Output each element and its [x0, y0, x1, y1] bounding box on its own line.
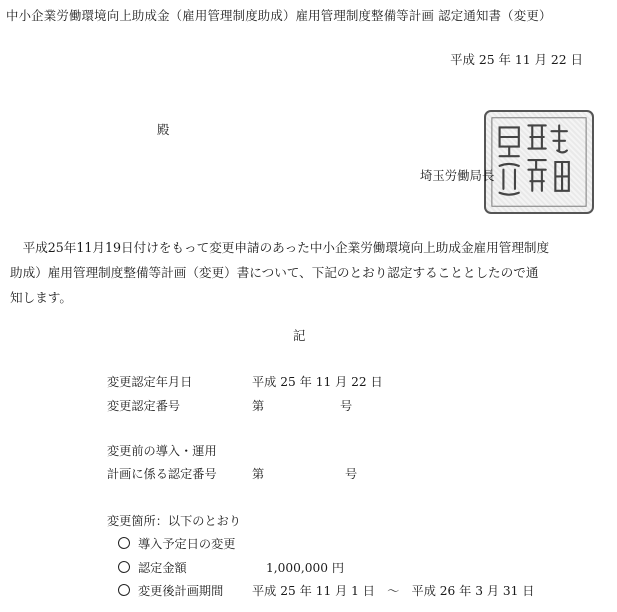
- change-item: [118, 559, 187, 576]
- prev-number-go: 号: [345, 467, 358, 481]
- change-item: [118, 582, 223, 599]
- change-date-label: 変更認定年月日: [107, 375, 193, 389]
- change-item-value: 平成 25 年 11 月 1 日 ～ 平成 26 年 3 月 31 日: [252, 584, 535, 598]
- changes-heading: 変更箇所：以下のとおり: [107, 514, 242, 528]
- change-item-label: 変更後計画期間: [138, 584, 224, 598]
- circle-bullet-icon: [118, 584, 130, 596]
- addressee-suffix: 殿: [157, 122, 170, 137]
- change-item-value: 1,000,000 円: [266, 561, 345, 575]
- change-number-label: 変更認定番号: [107, 399, 181, 413]
- change-number-go: 号: [340, 399, 353, 413]
- official-seal: [484, 110, 594, 214]
- notice-paragraph: 平成25年11月19日付けをもって変更申請のあった中小企業労働環境向上助成金雇用管理制度助成）雇用管理制度整備等計画（変更）書について、下記のとおり認定することとしたので通知します。: [10, 240, 550, 305]
- seal-stamp-icon: [486, 112, 592, 212]
- change-item-label: 導入予定日の変更: [138, 537, 236, 551]
- circle-bullet-icon: [118, 561, 130, 573]
- change-item: [118, 535, 236, 552]
- document-title: 中小企業労働環境向上助成金（雇用管理制度助成）雇用管理制度整備等計画 認定通知書（変更）: [6, 8, 552, 23]
- circle-bullet-icon: [118, 537, 130, 549]
- issue-date: 平成 25 年 11 月 22 日: [450, 52, 583, 67]
- change-item-label: 認定金額: [138, 561, 187, 575]
- ki-marker: 記: [293, 328, 306, 343]
- prev-number-label-line2: 計画に係る認定番号: [107, 467, 217, 481]
- prev-number-label-line1: 変更前の導入・運用: [107, 444, 217, 458]
- change-number-dai: 第: [252, 399, 265, 413]
- prev-number-dai: 第: [252, 467, 265, 481]
- issuer-name: 埼玉労働局長: [420, 168, 495, 183]
- notice-body: [10, 235, 550, 310]
- change-date-value: 平成 25 年 11 月 22 日: [252, 375, 383, 389]
